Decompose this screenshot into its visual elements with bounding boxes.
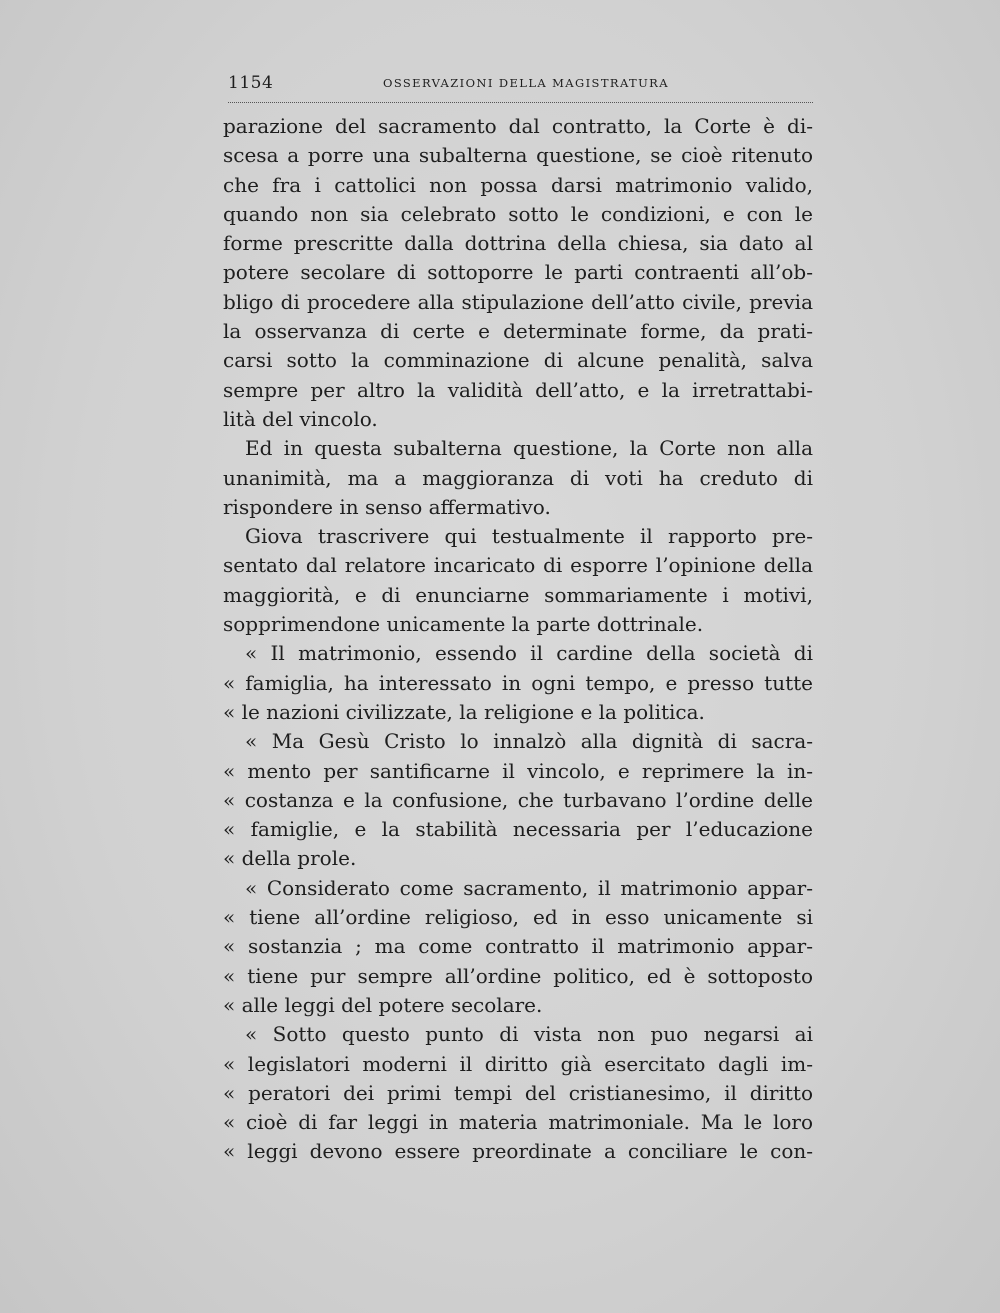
body-text	[223, 112, 813, 1167]
text-line: carsi sotto la comminazione di alcune penalità, salva	[223, 348, 813, 373]
text-line: Ed in questa subalterna questione, la Corte non alla	[245, 436, 813, 461]
quote-line: « Ma Gesù Cristo lo innalzò alla dignità di sacra-	[245, 729, 813, 754]
header-rule	[228, 102, 813, 103]
text-line: la osservanza di certe e determinate forme, da prati-	[223, 319, 813, 344]
quote-line: « famiglia, ha interessato in ogni tempo, e presso tutte	[223, 670, 813, 695]
quote-line: « Considerato come sacramento, il matrimonio appar-	[245, 875, 813, 900]
quote-line: « famiglie, e la stabilità necessaria per l’educazione	[223, 817, 813, 842]
text-line: rispondere in senso affermativo.	[223, 494, 551, 519]
text-line: Giova trascrivere qui testualmente il rapporto pre-	[245, 524, 813, 549]
text-line: bligo di procedere alla stipulazione dell’atto civile, previa	[223, 289, 813, 314]
running-title: OSSERVAZIONI DELLA MAGISTRATURA	[383, 76, 669, 90]
quote-line: « tiene pur sempre all’ordine politico, ed è sottoposto	[223, 963, 813, 988]
quote-line: « mento per santificarne il vincolo, e reprimere la in-	[223, 758, 813, 783]
quote-line: « leggi devono essere preordinate a conciliare le con-	[223, 1139, 813, 1164]
quote-line: « Sotto questo punto di vista non puo negarsi ai	[245, 1022, 813, 1047]
text-line: scesa a porre una subalterna questione, se cioè ritenuto	[223, 143, 813, 168]
text-line: parazione del sacramento dal contratto, la Corte è di-	[223, 114, 813, 138]
text-line: forme prescritte dalla dottrina della chiesa, sia dato al	[223, 231, 813, 256]
quote-line: « costanza e la confusione, che turbavano l’ordine delle	[223, 787, 813, 812]
quote-line: « alle leggi del potere secolare.	[223, 992, 543, 1017]
quote-line: « sostanzia ; ma come contratto il matrimonio appar-	[223, 934, 813, 959]
quote-line: « tiene all’ordine religioso, ed in esso unicamente si	[223, 905, 813, 930]
text-line: che fra i cattolici non possa darsi matrimonio valido,	[223, 172, 813, 197]
quote-line: « Il matrimonio, essendo il cardine della società di	[245, 641, 813, 666]
text-line: sempre per altro la validità dell’atto, e la irretrattabi-	[223, 377, 813, 402]
quote-line: « le nazioni civilizzate, la religione e la politica.	[223, 699, 705, 724]
text-line: maggiorità, e di enunciarne sommariamente i motivi,	[223, 582, 813, 607]
text-line: sentato dal relatore incaricato di esporre l’opinione della	[223, 553, 813, 578]
quote-line: « legislatori moderni il diritto già esercitato dagli im-	[223, 1051, 813, 1076]
page-header	[228, 73, 813, 95]
quote-line: « cioè di far leggi in materia matrimoniale. Ma le loro	[223, 1110, 813, 1135]
text-line: unanimità, ma a maggioranza di voti ha creduto di	[223, 465, 813, 490]
quote-line: « peratori dei primi tempi del cristianesimo, il diritto	[223, 1080, 813, 1105]
text-line: lità del vincolo.	[223, 406, 378, 431]
text-line: quando non sia celebrato sotto le condizioni, e con le	[223, 201, 813, 226]
text-line: potere secolare di sottoporre le parti contraenti all’ob-	[223, 260, 813, 285]
quote-line: « della prole.	[223, 846, 357, 871]
text-line: sopprimendone unicamente la parte dottrinale.	[223, 612, 704, 637]
page-number: 1154	[228, 73, 274, 93]
